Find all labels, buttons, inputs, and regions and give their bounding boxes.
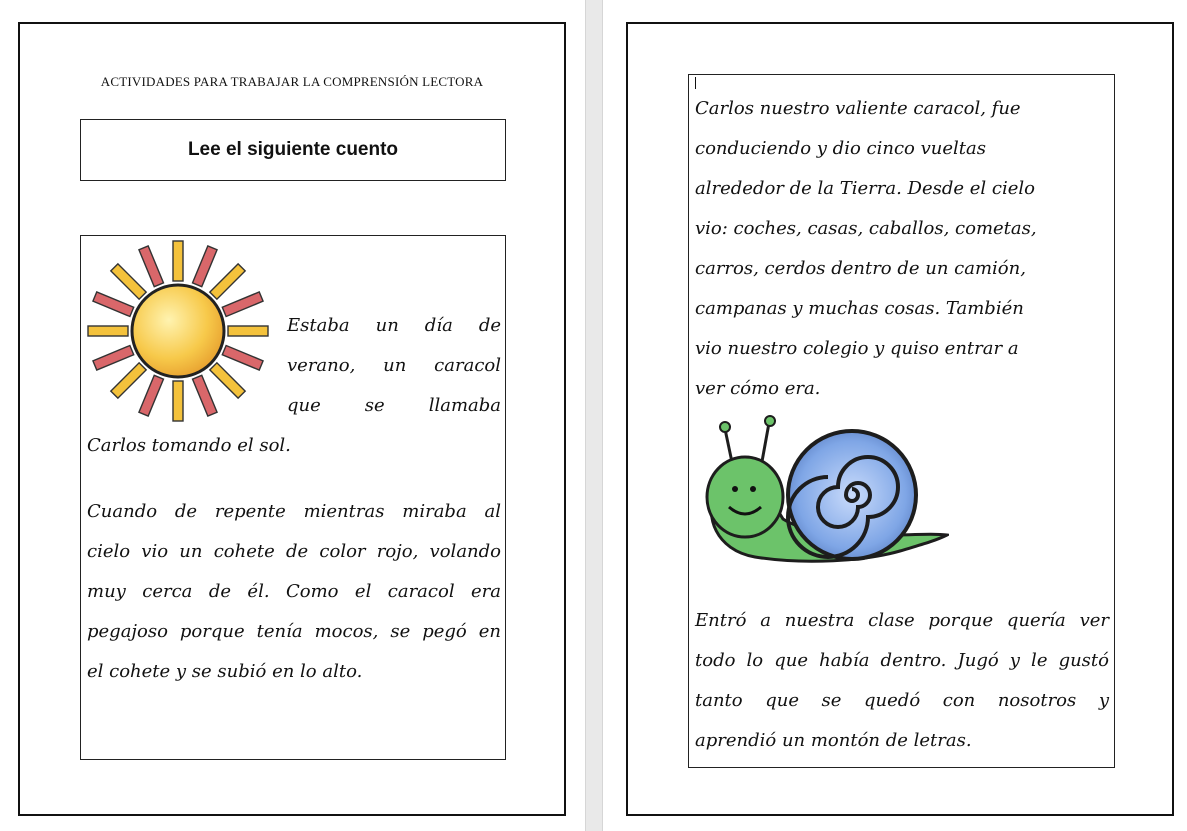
story-line: tanto que se quedó con nosotros y: [695, 690, 1109, 711]
story-box-left: [80, 235, 506, 760]
story-line: alrededor de la Tierra. Desde el cielo: [695, 178, 1035, 199]
snail-illustration: [695, 415, 949, 575]
story-line: verano, un caracol: [287, 355, 501, 376]
story-line: pegajoso porque tenía mocos, se pegó en: [87, 621, 501, 642]
story-line: carros, cerdos dentro de un camión,: [695, 258, 1026, 279]
story-line: Carlos tomando el sol.: [87, 435, 291, 456]
story-line: que se llamaba: [287, 395, 501, 416]
sun-illustration: [85, 238, 271, 424]
story-line: vio nuestro colegio y quiso entrar a: [695, 338, 1019, 359]
text-cursor: [695, 77, 696, 89]
story-line: conduciendo y dio cinco vueltas: [695, 138, 986, 159]
story-line: cielo vio un cohete de color rojo, volando: [87, 541, 501, 562]
page-gutter: [585, 0, 603, 831]
story-line: el cohete y se subió en lo alto.: [87, 661, 363, 682]
document-heading: ACTIVIDADES PARA TRABAJAR LA COMPRENSIÓN LECTORA: [100, 74, 484, 89]
story-line: Cuando de repente mientras miraba al: [87, 501, 501, 522]
story-line: Entró a nuestra clase porque quería ver: [695, 610, 1109, 631]
story-line: ver cómo era.: [695, 378, 821, 399]
page-right: [626, 22, 1174, 816]
story-line: Estaba un día de: [287, 315, 501, 336]
story-line: Carlos nuestro valiente caracol, fue: [695, 98, 1021, 119]
story-line: aprendió un montón de letras.: [695, 730, 972, 751]
instruction-title: Lee el siguiente cuento: [187, 139, 399, 160]
story-line: vio: coches, casas, caballos, cometas,: [695, 218, 1037, 239]
story-line: campanas y muchas cosas. También: [695, 298, 1024, 319]
story-line: todo lo que había dentro. Jugó y le gustó: [695, 650, 1109, 671]
story-line: muy cerca de él. Como el caracol era: [87, 581, 501, 602]
page-left: [18, 22, 566, 816]
instruction-box: [80, 119, 506, 181]
story-box-right: [688, 74, 1115, 768]
